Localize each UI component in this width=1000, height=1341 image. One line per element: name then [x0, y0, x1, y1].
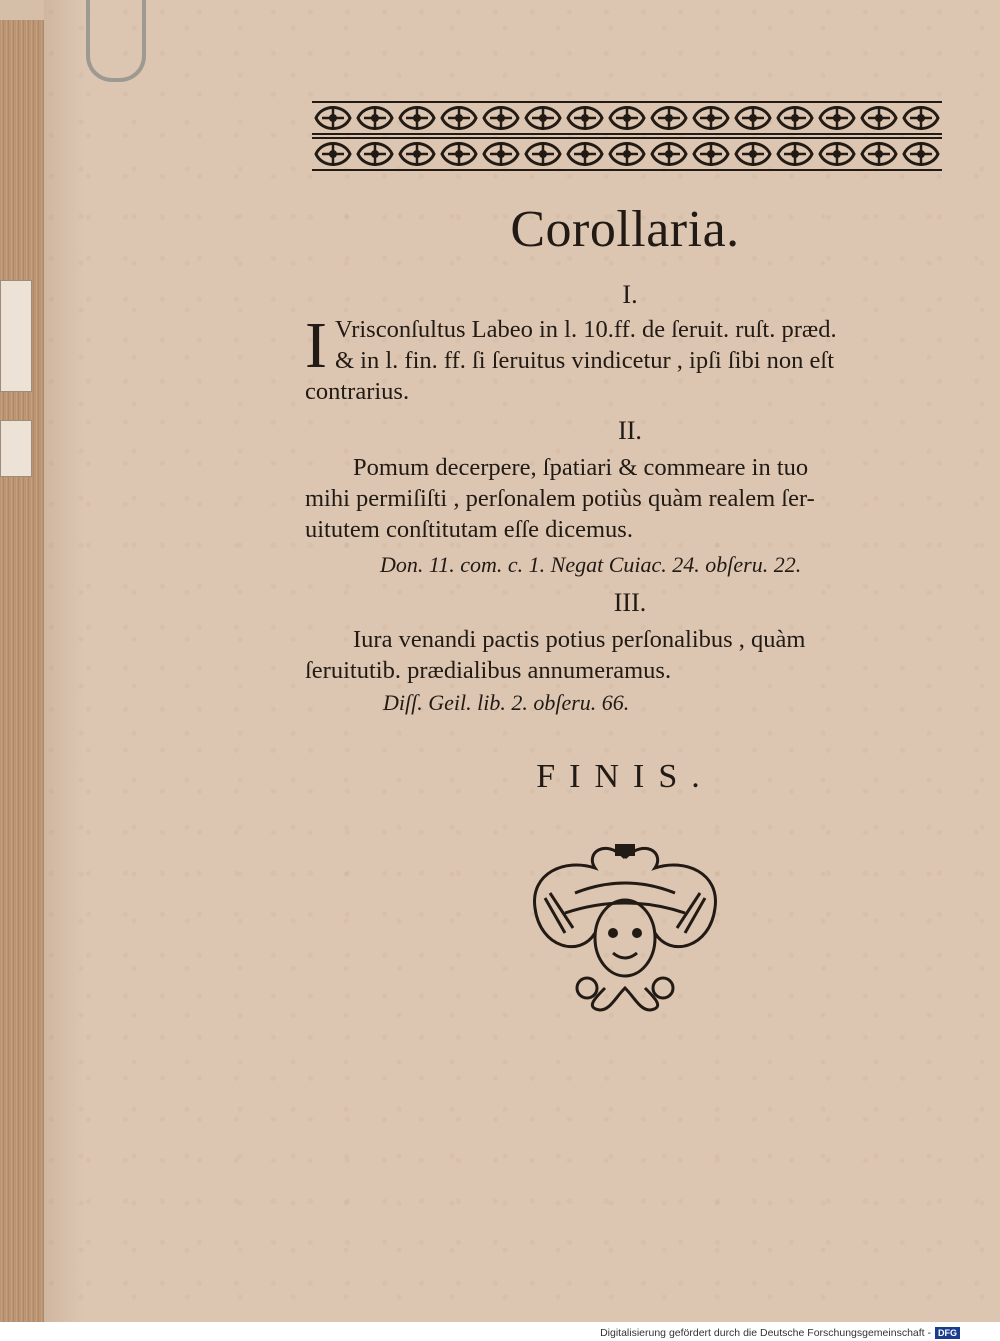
text-line: Iura venandi pactis potius perſonalibus , quàm [353, 626, 806, 653]
drop-cap: I [305, 309, 327, 382]
text-line: contrarius. [305, 378, 410, 405]
ornamental-header-band [312, 100, 942, 172]
section-paragraph [305, 309, 945, 407]
finis-label: FINIS. [536, 758, 714, 795]
paper-tabs [0, 270, 30, 490]
section-numeral: I. [622, 280, 638, 309]
mask-vignette-icon [525, 838, 725, 1013]
text-line: Pomum decerpere, ſpatiari & commeare in tuo [353, 454, 809, 481]
text-line: Vrisconſultus Labeo in l. 10.ff. de ſeruit. ruſt. præd. [334, 316, 837, 343]
marginal-reference: Don. 11. com. c. 1. Negat Cuiac. 24. obſeru. 22. [380, 552, 802, 577]
text-line: mihi permiſiſti , perſonalem potiùs quàm realem ſer- [305, 485, 815, 512]
section-numeral: III. [613, 588, 647, 617]
digitization-footer [600, 1326, 960, 1340]
paper-clip-icon [86, 0, 146, 82]
paper-tab-upper [0, 280, 32, 392]
dfg-logo: DFG [935, 1327, 960, 1339]
book-page-edges [0, 20, 46, 1322]
marginal-reference: Diſſ. Geil. lib. 2. obſeru. 66. [383, 690, 630, 715]
paper-tab-lower [0, 420, 32, 477]
section-paragraph [305, 452, 945, 545]
page-title: Corollaria. [510, 201, 740, 258]
text-line: & in l. fin. ff. ſi ſeruitus vindicetur , ipſi ſibi non eſt [334, 347, 835, 374]
text-line: ſeruitutib. prædialibus annumeramus. [305, 657, 672, 684]
footer-text: Digitalisierung gefördert durch die Deutsche Forschungsgemeinschaft - [600, 1327, 931, 1339]
text-line: uitutem conſtitutam eſſe dicemus. [305, 516, 633, 543]
section-paragraph [305, 624, 945, 686]
section-numeral: II. [618, 416, 642, 445]
